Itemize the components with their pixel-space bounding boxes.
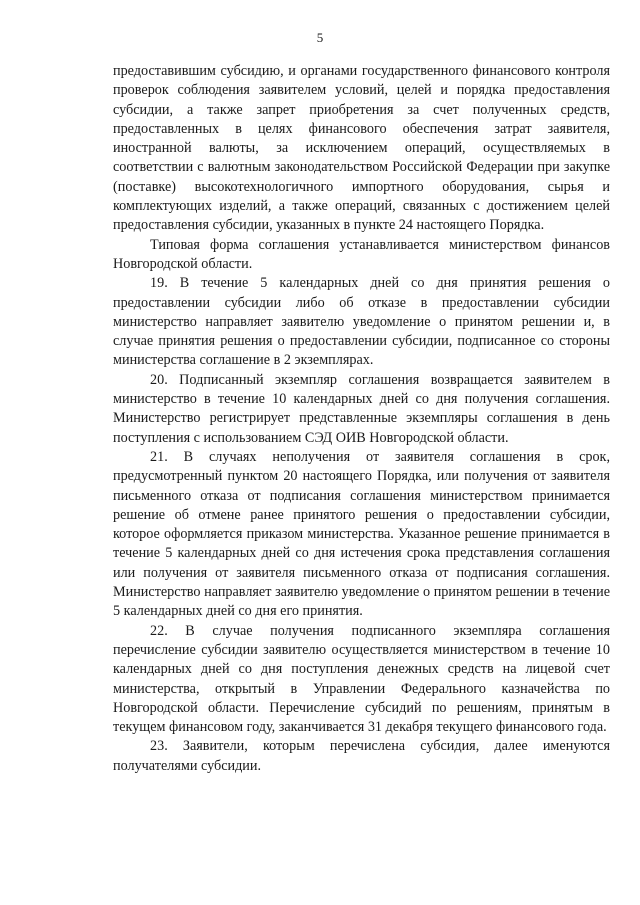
paragraph-continuation: предоставившим субсидию, и органами государственного финансового контроля проверок соблюдения заявителем условий, целей и порядка предоставления субсидии, а также запрет приобретения за счет полученных средств, предоставленных в целях финансового обеспечения затрат заявителя, иностранной валюты, за исключением операций, осуществляемых в соответствии с валютным законодательством Российской Федерации при закупке (поставке) высокотехнологичного импортного оборудования, сырья и комплектующих изделий, а также операций, связанных с достижением целей предоставления субсидии, указанных в пункте 24 настоящего Порядка. [113,63,610,234]
paragraph-clause-23: 23. Заявители, которым перечислена субсидия, далее именуются получателями субсидии. [113,738,610,774]
paragraph-standard-agreement-form: Типовая форма соглашения устанавливается министерством финансов Новгородской области. [113,236,610,272]
paragraph-clause-21: 21. В случаях неполучения от заявителя соглашения в срок, предусмотренный пунктом 20 настоящего Порядка, или получения от заявителя письменного отказа от подписания соглашения министерством принимается решение об отмене ранее принятого решения о предоставлении субсидии, которое оформляется приказом министерства. Указанное решение принимается в течение 5 календарных дней со дня истечения срока представления соглашения или получения от заявителя письменного отказа от подписания соглашения. Министерство направляет заявителю уведомление о принятом решении в течение 5 календарных дней со дня его принятия. [113,448,610,620]
paragraph-clause-19: 19. В течение 5 календарных дней со дня принятия решения о предоставлении субсидии либо об отказе в предоставлении субсидии министерство направляет заявителю уведомление о принятом решении и, в случае принятия решения о предоставлении субсидии, подписанное со стороны министерства соглашение в 2 экземплярах. [113,275,610,369]
paragraph-clause-22: 22. В случае получения подписанного экземпляра соглашения перечисление субсидии заявителю осуществляется министерством в течение 10 календарных дней со дня поступления денежных средств на лицевой счет министерства, открытый в Управлении Федерального казначейства по Новгородской области. Перечисление субсидий по решениям, принятым в текущем финансовом году, заканчивается 31 декабря текущего финансового года. [113,622,610,736]
page-number: 5 [316,30,324,45]
paragraph-clause-20: 20. Подписанный экземпляр соглашения возвращается заявителем в министерство в течение 10 календарных дней со дня получения соглашения. Министерство регистрирует представленные экземпляры соглашения в день поступления с использованием СЭД ОИВ Новгородской области. [113,371,610,446]
document-body [113,62,610,776]
